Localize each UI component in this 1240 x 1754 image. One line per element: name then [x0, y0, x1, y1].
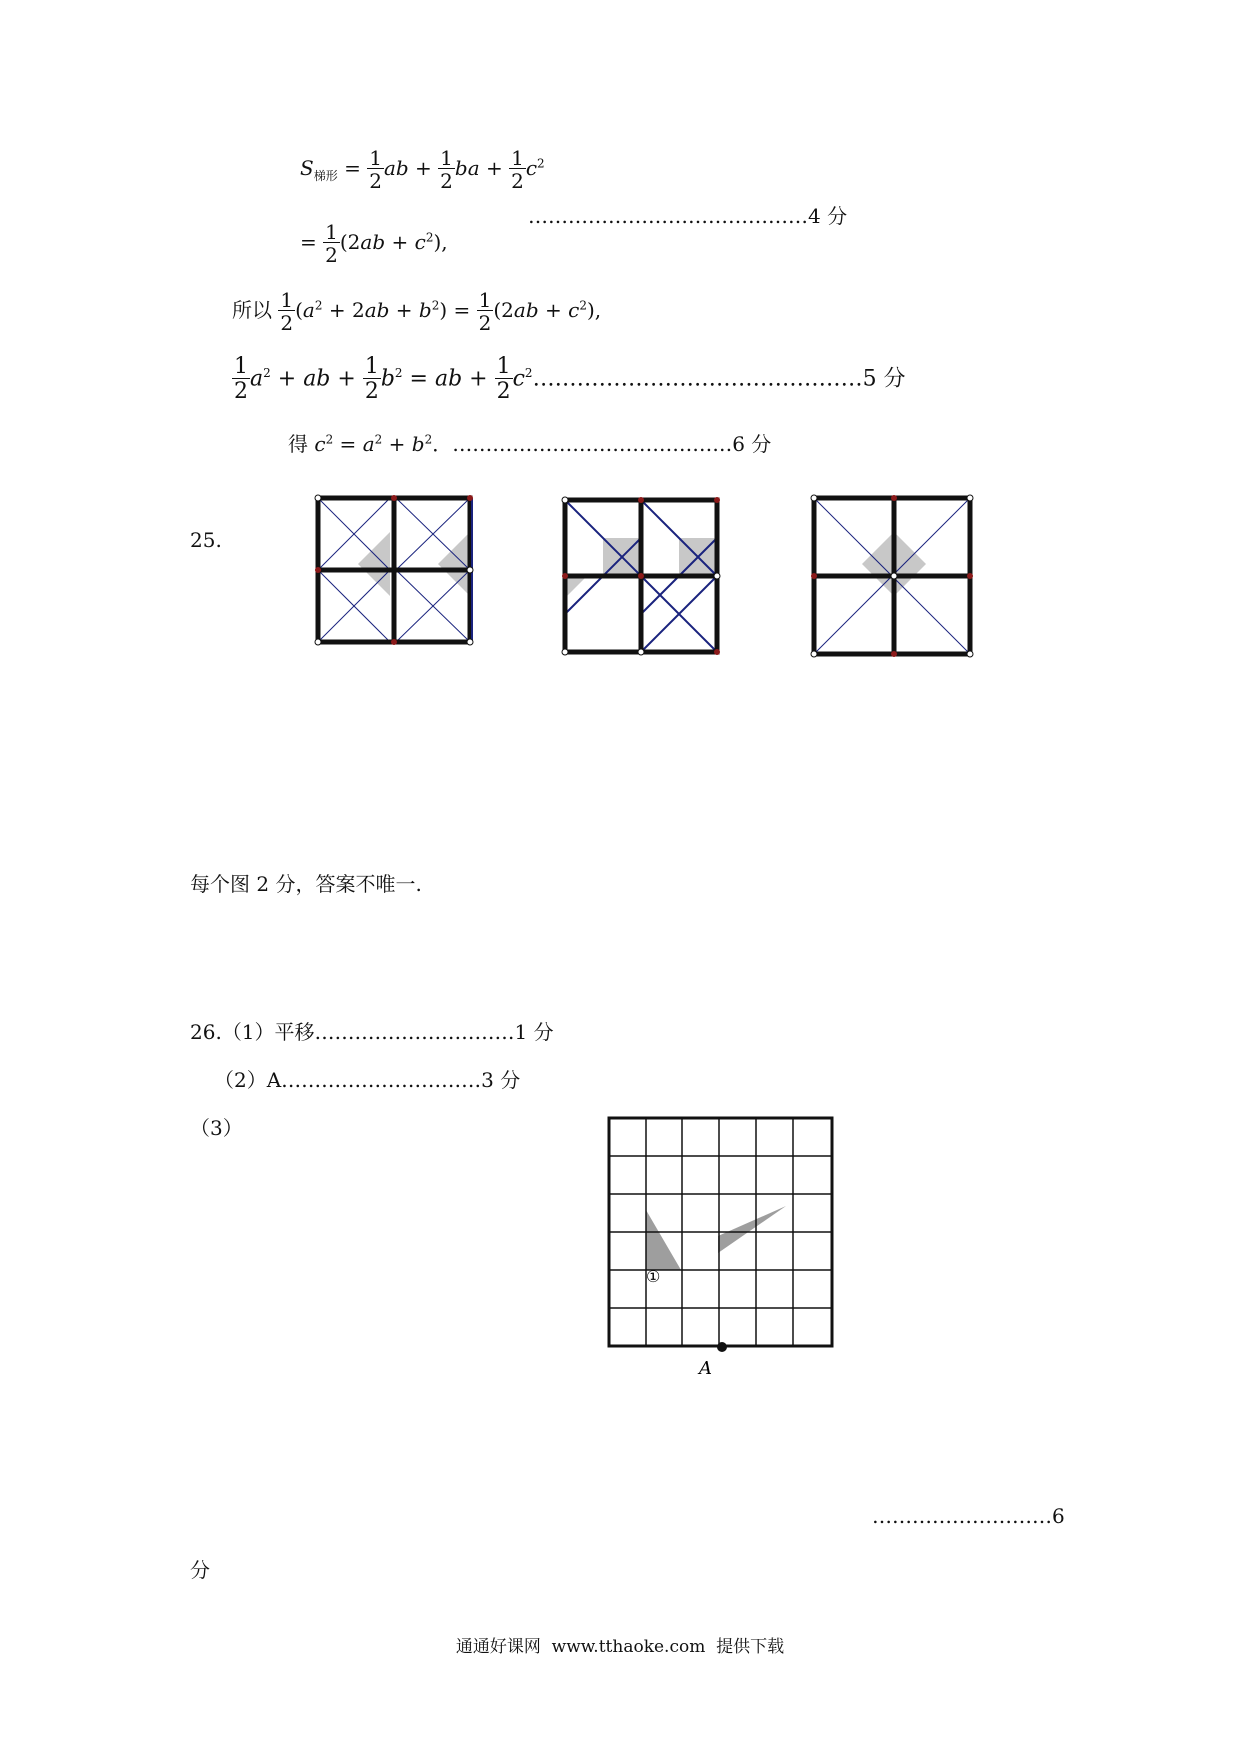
point-a-marker — [717, 1342, 727, 1352]
shape-1-triangle — [646, 1210, 681, 1270]
proof-line-5-score: 6 分 — [732, 432, 772, 456]
q26-part-1: 26.（1）平移…………………………1 分 — [190, 1020, 554, 1044]
q26-grid-figure — [606, 1118, 846, 1378]
area-symbol: S — [300, 156, 314, 180]
proof-line-1-score: ……………………………………4 分 — [528, 204, 848, 228]
fraction-half: $\frac{1}{2}$ — [440, 146, 453, 193]
q25-figure-2 — [557, 490, 727, 660]
fraction-half: $\frac{1}{2}$ — [511, 146, 524, 193]
proof-line-3: 所以 $\frac{1}{2}$ $(a^2 + 2ab + b^2)$ = $\frac{1}{2}$ $(2ab + c^2)$, — [232, 288, 602, 335]
q26-part-3: （3） — [190, 1116, 243, 1140]
proof-line-1: $S_{梯形}$ = $\frac{1}{2}$ ab + $\frac{1}{2}$ ba + $\frac{1}{2}$ $c^2$ — [300, 146, 545, 193]
fraction-half: $\frac{1}{2}$ — [369, 146, 382, 193]
q25-figure-1 — [310, 490, 480, 660]
q26-final-score-unit: 分 — [190, 1558, 210, 1582]
proof-line-5: 得 $c^2 = a^2 + b^2$．……………………………………6 分 — [288, 432, 772, 456]
area-subscript: 梯形 — [313, 169, 338, 183]
proof-line-4: $\frac{1}{2}$ $a^2$ + ab + $\frac{1}{2}$ $b^2$ = ab + $\frac{1}{2}$ $c^2\dots\dots\dots\dots\dots\dots\dots\dots\dots\dots\dots\dots\dots\dots\dots 5$ 分 — [234, 354, 906, 404]
proof-line-4-score: 5 分 — [862, 366, 906, 392]
q26-part-2: （2）A…………………………3 分 — [214, 1068, 521, 1092]
q25-figure-3 — [806, 490, 976, 660]
shape-1-label: ① — [646, 1267, 661, 1286]
proof-line-2: = $\frac{1}{2}$ $(2ab + c^2)$, — [300, 220, 448, 267]
q26-final-score: ………………………6 — [872, 1504, 1065, 1528]
so-label: 所以 — [232, 298, 272, 322]
q25-number: 25. — [190, 528, 222, 552]
footer-text: 通通好课网 www.tthaoke.com 提供下载 — [455, 1637, 785, 1657]
point-a-label: A — [699, 1358, 712, 1379]
translated-triangle — [718, 1206, 786, 1253]
shaded-triangle — [438, 532, 470, 596]
q25-note: 每个图 2 分，答案不唯一. — [190, 872, 422, 896]
